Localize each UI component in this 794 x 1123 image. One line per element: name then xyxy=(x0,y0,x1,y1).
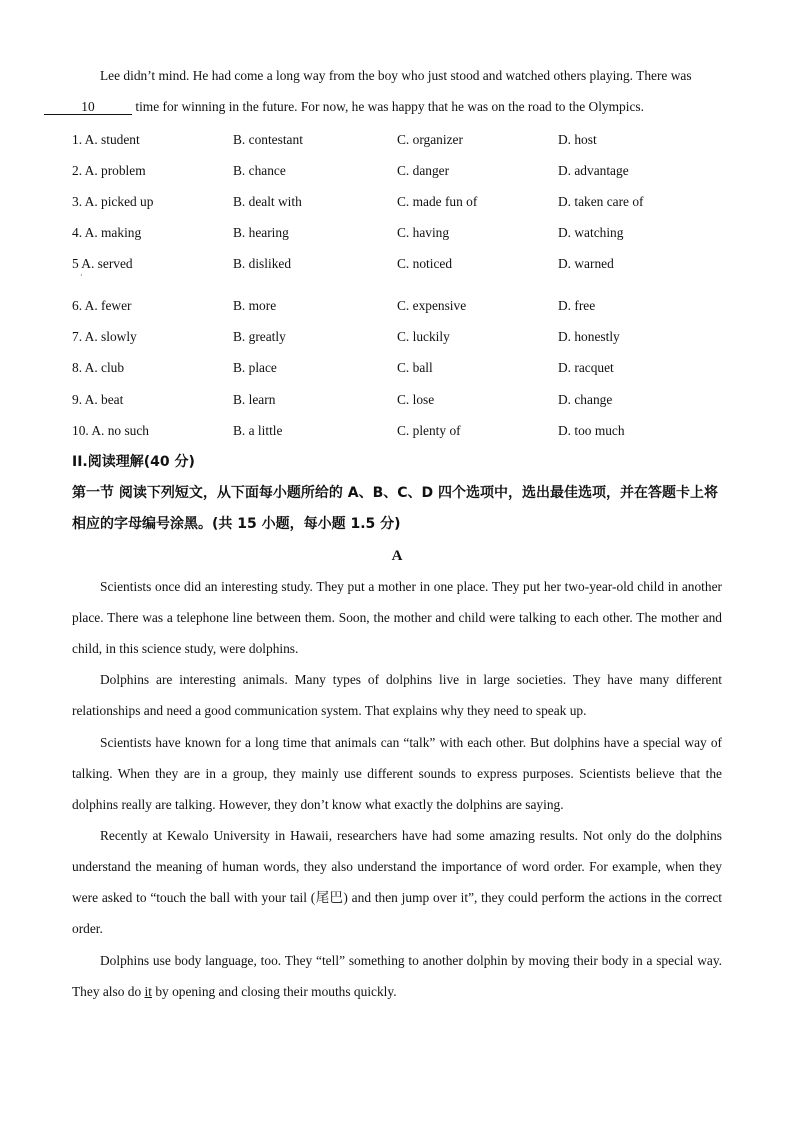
section-instructions: 第一节 阅读下列短文，从下面每小题所给的 A、B、C、D 四个选项中，选出最佳选项，并在答题卡上将相应的字母编号涂黑。(共 15 小题，每小题 1.5 分) xyxy=(72,485,719,532)
option-d: D. too much xyxy=(558,423,625,438)
option-a: 4. A. making xyxy=(72,225,142,240)
blank-10: 10 xyxy=(44,100,132,115)
option-c: C. danger xyxy=(397,163,450,178)
option-b: B. dealt with xyxy=(233,194,302,209)
option-d: D. warned xyxy=(558,256,614,271)
option-a: 2. A. problem xyxy=(72,163,146,178)
passage-paragraph-3: Scientists have known for a long time that animals can “talk” with each other. But dolphins have a special way of talking. When they are in a group, they mainly use different sounds to express purposes. Scientists believe that the dolphins really are talking. However, they don’t know what exactly the dolphins are saying. xyxy=(72,735,722,812)
passage-ending-line2: time for winning in the future. For now, he was happy that he was on the road to the Olympics. xyxy=(132,99,644,114)
option-d: D. advantage xyxy=(558,163,629,178)
paragraph-5-text-before: Dolphins use body language, too. They “tell” something to another dolphin by moving their body in a special way. They also do xyxy=(72,953,722,999)
option-b: B. learn xyxy=(233,392,276,407)
passage-ending xyxy=(72,60,722,122)
option-a: 1. A. student xyxy=(72,132,140,147)
passage-paragraph-4: Recently at Kewalo University in Hawaii, researchers have had some amazing results. Not only do the dolphins understand the meaning of human words, they also understand the importance of word order. For example, when they were asked to “touch the ball with your tail (尾巴) and then jump over it”, they could perform the actions in the correct order. xyxy=(72,828,722,936)
option-d: D. honestly xyxy=(558,329,620,344)
question-row xyxy=(72,390,722,410)
option-c: C. ball xyxy=(397,360,433,375)
option-c: C. having xyxy=(397,225,450,240)
option-a: 5 A. served xyxy=(72,256,133,271)
option-b: B. greatly xyxy=(233,329,286,344)
question-row xyxy=(72,223,722,243)
option-a: 6. A. fewer xyxy=(72,298,132,313)
option-c: C. made fun of xyxy=(397,194,478,209)
question-row xyxy=(72,192,722,212)
option-c: C. lose xyxy=(397,392,435,407)
underlined-word: it xyxy=(144,984,152,999)
passage-paragraph-2: Dolphins are interesting animals. Many types of dolphins live in large societies. They have many different relationships and need a good communication system. That explains why they need to speak up. xyxy=(72,672,722,718)
option-d: D. host xyxy=(558,132,597,147)
option-b: B. disliked xyxy=(233,256,292,271)
option-d: D. taken care of xyxy=(558,194,644,209)
question-row xyxy=(72,358,722,378)
option-a: 7. A. slowly xyxy=(72,329,137,344)
option-d: D. free xyxy=(558,298,596,313)
option-c: C. luckily xyxy=(397,329,450,344)
option-b: B. more xyxy=(233,298,277,313)
stray-dot: · xyxy=(80,271,83,280)
option-d: D. watching xyxy=(558,225,624,240)
question-row xyxy=(72,130,722,150)
question-row xyxy=(72,254,722,280)
passage-ending-line1: Lee didn’t mind. He had come a long way from the boy who just stood and watched others playing. There was xyxy=(100,68,692,83)
question-row xyxy=(72,296,722,316)
option-a: 10. A. no such xyxy=(72,423,149,438)
question-row xyxy=(72,161,722,181)
passage-paragraph-5 xyxy=(72,945,722,1007)
question-row xyxy=(72,421,722,441)
option-b: B. chance xyxy=(233,163,286,178)
option-a: 8. A. club xyxy=(72,360,125,375)
option-c: C. plenty of xyxy=(397,423,461,438)
option-a: 9. A. beat xyxy=(72,392,124,407)
option-b: B. hearing xyxy=(233,225,289,240)
option-c: C. organizer xyxy=(397,132,463,147)
passage-paragraph-1: Scientists once did an interesting study. They put a mother in one place. They put her two-year-old child in another place. There was a telephone line between them. Soon, the mother and child were talking to each other. The mother and child, in this science study, were dolphins. xyxy=(72,579,722,656)
option-b: B. a little xyxy=(233,423,283,438)
option-c: C. noticed xyxy=(397,256,453,271)
option-b: B. contestant xyxy=(233,132,303,147)
section-title: II.阅读理解(40 分) xyxy=(72,454,195,470)
passage-title: A xyxy=(391,548,403,564)
option-a: 3. A. picked up xyxy=(72,194,154,209)
option-b: B. place xyxy=(233,360,277,375)
question-row xyxy=(72,327,722,347)
option-d: D. change xyxy=(558,392,613,407)
option-d: D. racquet xyxy=(558,360,614,375)
option-c: C. expensive xyxy=(397,298,467,313)
paragraph-5-text-after: by opening and closing their mouths quickly. xyxy=(151,984,397,999)
